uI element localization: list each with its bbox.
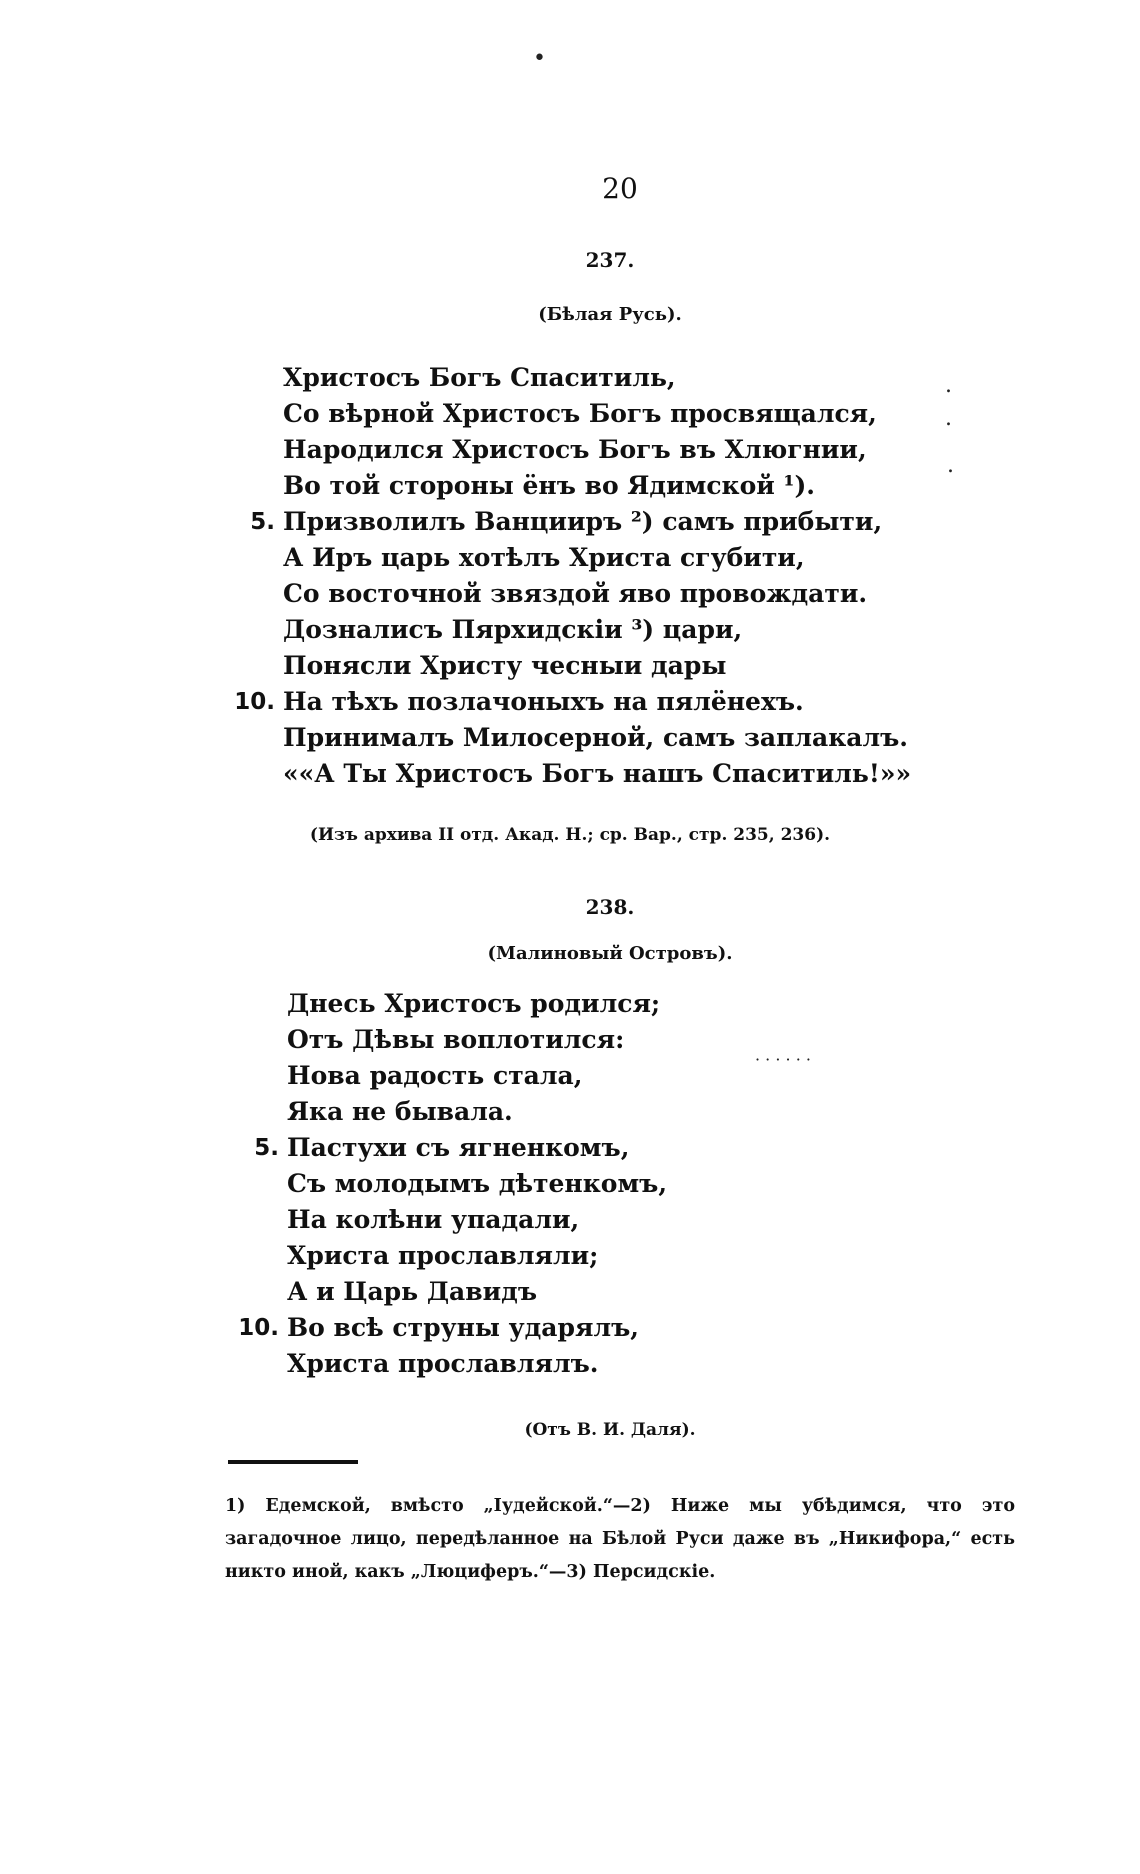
verse-line [287,1346,667,1382]
verse-line [250,504,911,540]
verse-text: Во той стороны ёнъ во Ядимской ¹). [283,471,816,500]
verse-line [283,720,911,756]
verse-text: Принималъ Милосерной, самъ заплакалъ. [283,723,908,752]
verse-line [283,468,911,504]
verse-text: Съ молодымъ дѣтенкомъ, [287,1169,668,1198]
verse-text: Христосъ Богъ Спаситиль, [283,363,676,392]
verse-text: Дозналисъ Пярхидскіи ³) цари, [283,615,743,644]
poem-source: (Изъ архива II отд. Акад. Н.; ср. Вар., стр. 235, 236). [309,825,831,845]
print-speck: . [945,373,952,398]
verse-text: На колѣни упадали, [287,1205,580,1234]
verse-text: Яка не бывала. [287,1097,513,1126]
verse-line [287,986,667,1022]
verse-text: Нова радость стала, [287,1061,583,1090]
footnote: 1) Едемской, вмѣсто „Іудейской.“—2) Ниже мы убѣдимся, что это загадочное лицо, передѣланное на Бѣлой Руси даже въ „Никифора,“ есть никто иной, какъ „Люциферъ.“—3) Персидскіе. [225,1496,1015,1582]
verse-text: Христа прославлялъ. [287,1349,599,1378]
verse-line [287,1274,667,1310]
verse-text: ««А Ты Христосъ Богъ нашъ Спаситиль!»» [283,759,912,788]
verse-text: Христа прославляли; [287,1241,599,1270]
verse-line [287,1022,667,1058]
verse-line [283,540,911,576]
verse-text: Отъ Дѣвы воплотился: [287,1025,625,1054]
line-number: 5. [254,1135,279,1161]
verse-line [283,576,911,612]
line-number: 10. [234,689,275,715]
verse-line [254,1130,667,1166]
poem-location: (Бѣлая Русь). [538,304,682,325]
verse-line [283,360,911,396]
verse-text: Во всѣ струны ударялъ, [287,1313,639,1342]
verse-line [234,684,911,720]
poem-number: 237. [585,248,635,272]
verse-text: Днесь Христосъ родился; [287,989,661,1018]
line-number: 10. [238,1315,279,1341]
print-speck: • [533,46,546,71]
verse-text: А Иръ царь хотѣлъ Христа сгубити, [283,543,805,572]
verse-text: Народился Христосъ Богъ въ Хлюгнии, [283,435,867,464]
verse-text: На тѣхъ позлачоныхъ на пялёнехъ. [283,687,804,716]
poem-verse [234,360,912,792]
verse-line [287,1238,667,1274]
verse-line [287,1166,667,1202]
verse-text: Со вѣрной Христосъ Богъ просвящался, [283,399,877,428]
poem-source: (Отъ В. И. Даля). [524,1420,696,1440]
verse-line [238,1310,667,1346]
page-number: 20 [602,172,638,205]
verse-line [287,1058,667,1094]
verse-text: Пастухи съ ягненкомъ, [287,1133,630,1162]
verse-line [287,1202,667,1238]
footnote-rule [228,1460,358,1464]
poem-verse [238,986,668,1382]
verse-line [283,432,911,468]
line-number: 5. [250,509,275,535]
print-speck: . [947,453,954,478]
verse-line [283,612,911,648]
verse-line [283,756,911,792]
poem-location: (Малиновый Островъ). [487,943,733,964]
poem-number: 238. [585,895,635,919]
print-speck: · · · · · · [755,1050,811,1069]
verse-text: А и Царь Давидъ [287,1277,537,1306]
verse-line [287,1094,667,1130]
verse-line [283,396,911,432]
verse-text: Понясли Христу чесныи дары [283,651,727,680]
verse-text: Со восточной звяздой яво провождати. [283,579,868,608]
verse-line [283,648,911,684]
verse-text: Призволилъ Ванцииръ ²) самъ прибыти, [283,507,883,536]
print-speck: . [945,406,952,431]
